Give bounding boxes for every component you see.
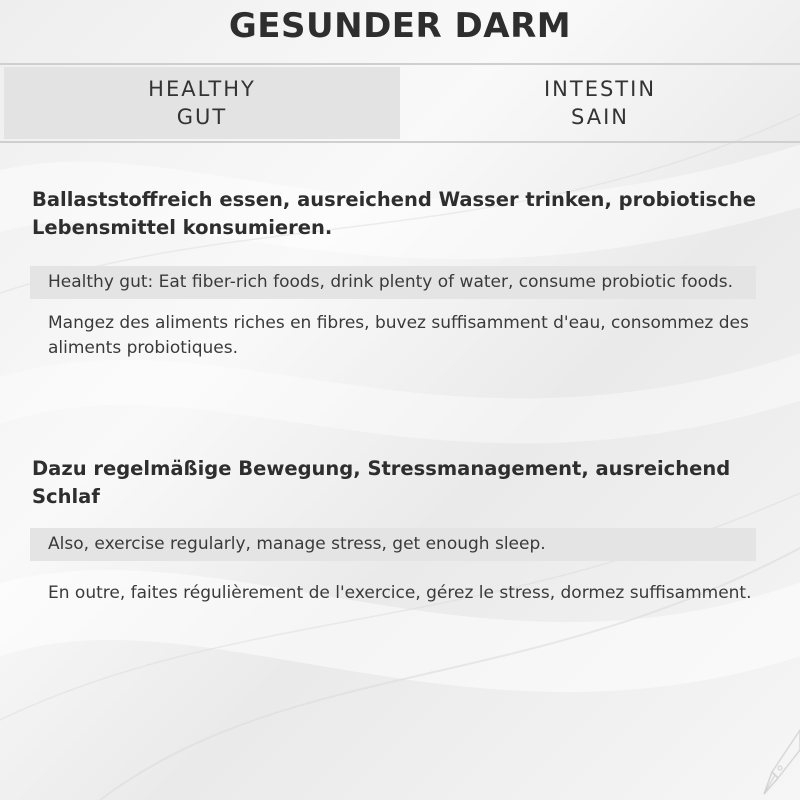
tab-french — [400, 67, 800, 139]
section-2-french-text: En outre, faites régulièrement de l'exercice, gérez le stress, dormez suffisamment. — [48, 583, 752, 603]
fountain-pen-nib-icon — [720, 710, 800, 800]
section-1-french-text: Mangez des aliments riches en fibres, buvez suffisamment d'eau, consommez des aliments probiotiques. — [48, 313, 749, 358]
tab-english-line2: GUT — [176, 105, 228, 129]
section-2 — [30, 455, 770, 606]
section-1-german-heading: Ballaststoffreich essen, ausreichend Wasser trinken, probiotische Lebensmittel konsumieren. — [32, 188, 756, 239]
tab-french-line2: SAIN — [571, 105, 629, 129]
section-2-german-heading: Dazu regelmäßige Bewegung, Stressmanagement, ausreichend Schlaf — [32, 457, 731, 508]
language-header — [0, 63, 800, 143]
tab-english — [4, 67, 400, 139]
section-2-english-text: Also, exercise regularly, manage stress, get enough sleep. — [30, 528, 756, 561]
section-1 — [30, 186, 770, 361]
tab-english-line1: HEALTHY — [148, 77, 256, 101]
section-1-english-text: Healthy gut: Eat fiber-rich foods, drink plenty of water, consume probiotic foods. — [30, 266, 756, 299]
tab-french-line1: INTESTIN — [543, 77, 657, 101]
page-title: GESUNDER DARM — [228, 6, 572, 46]
